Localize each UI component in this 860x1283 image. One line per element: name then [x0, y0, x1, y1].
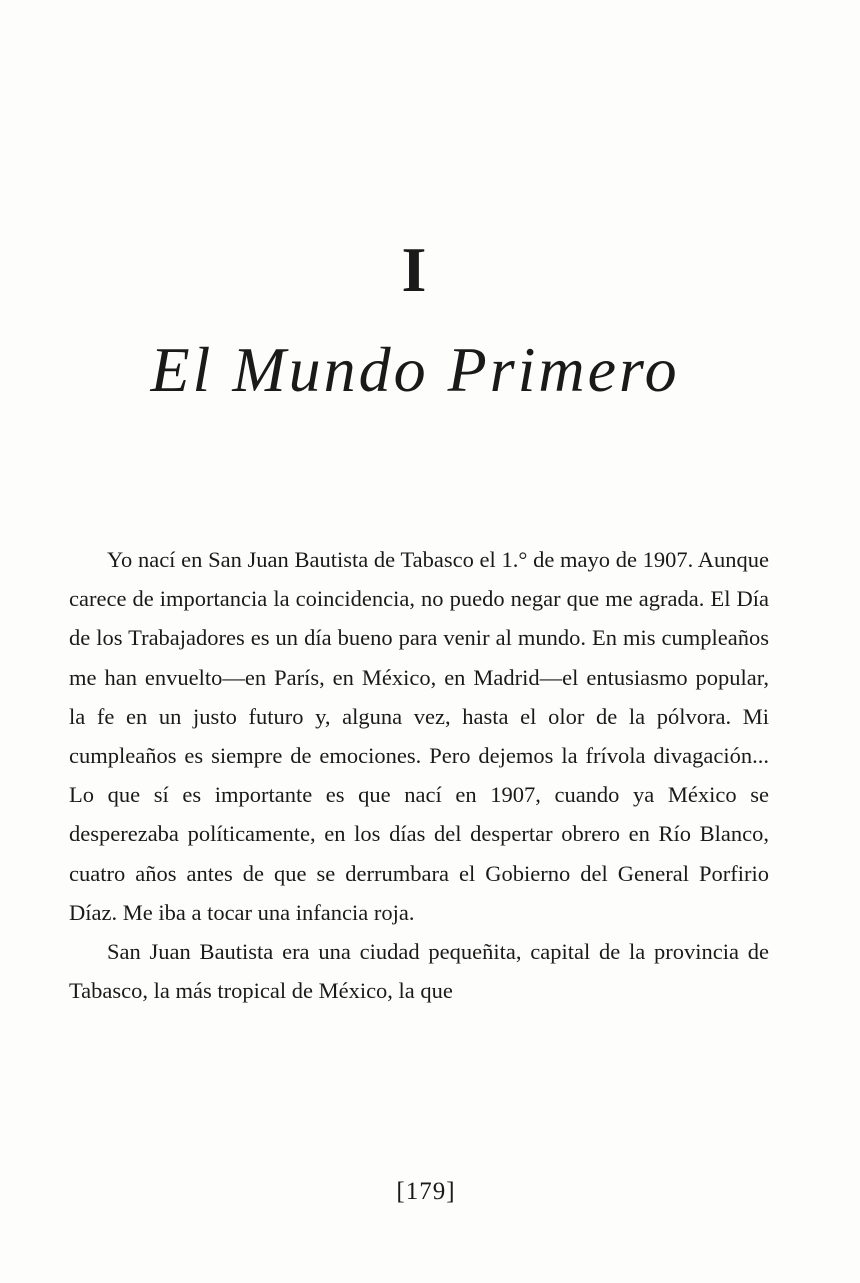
chapter-title: El Mundo Primero — [150, 334, 680, 405]
page-number: [179] — [396, 1178, 456, 1205]
paragraph-2: San Juan Bautista era una ciudad pequeñita, capital de la provincia de Tabasco, la más tropical de México, la que — [69, 939, 769, 1004]
body-text — [69, 540, 769, 1010]
paragraph-1: Yo nací en San Juan Bautista de Tabasco el 1.° de mayo de 1907. Aunque carece de importancia la coincidencia, no puedo negar que me agrada. El Día de los Trabajadores es un día bueno para venir al mundo. En mis cumpleaños me han envuelto—en París, en México, en Madrid—el entusiasmo popular, la fe en un justo futuro y, alguna vez, hasta el olor de la pólvora. Mi cumpleaños es siempre de emociones. Pero dejemos la frívola divagación... Lo que sí es importante es que nací en 1907, cuando ya México se desperezaba políticamente, en los días del despertar obrero en Río Blanco, cuatro años antes de que se derrumbara el Gobierno del General Porfirio Díaz. Me iba a tocar una infancia roja. — [69, 547, 769, 925]
chapter-number: I — [401, 234, 427, 305]
